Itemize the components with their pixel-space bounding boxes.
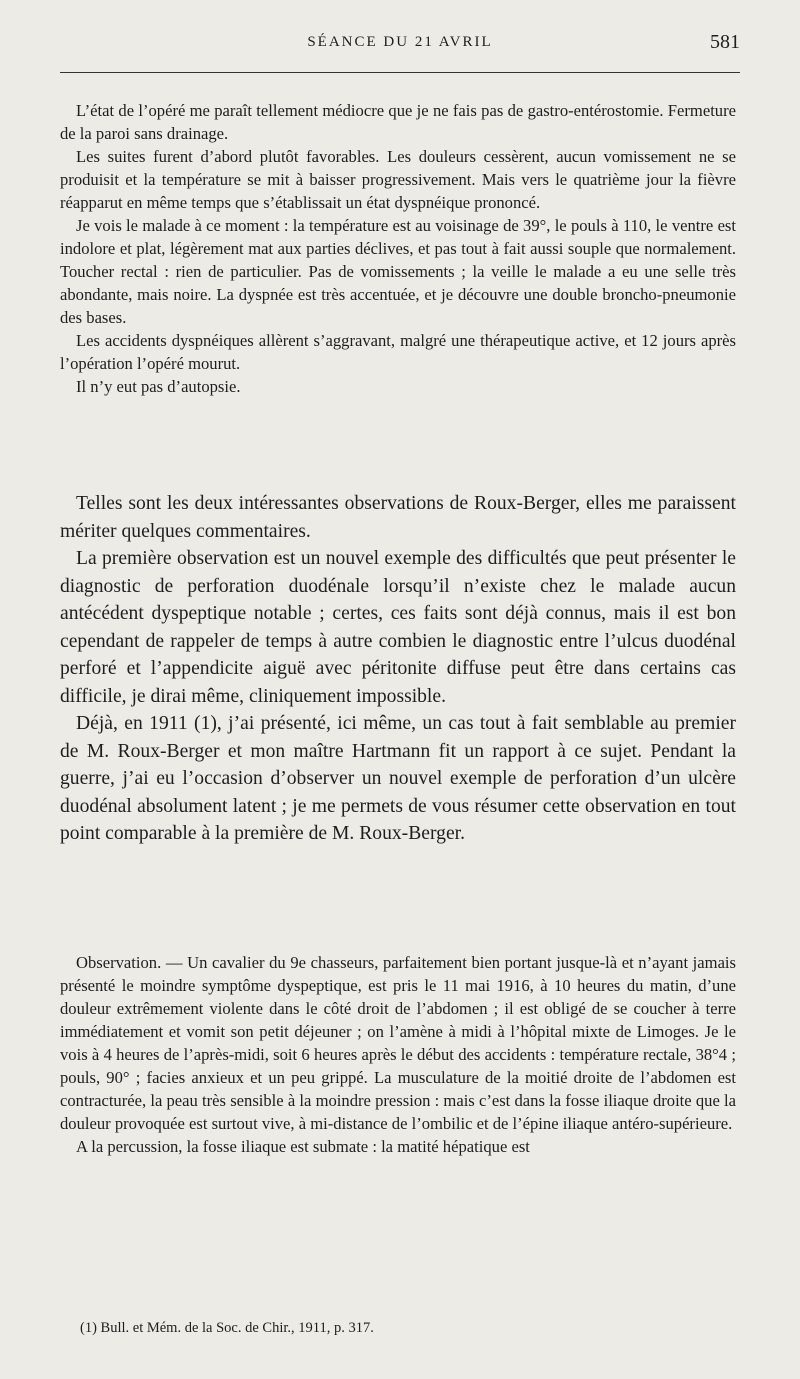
paragraph: Les suites furent d’abord plutôt favorables. Les douleurs cessèrent, aucun vomissement ne se produisit et la température se mit à baisser progressivement. Mais vers le quatrième jour la fièvre réapparut en même temps que s’établissait un état dyspnéique prononcé. xyxy=(60,147,736,212)
paragraph: L’état de l’opéré me paraît tellement médiocre que je ne fais pas de gastro-entérostomie. Fermeture de la paroi sans drainage. xyxy=(60,101,736,143)
footnote: (1) Bull. et Mém. de la Soc. de Chir., 1911, p. 317. xyxy=(80,1320,374,1336)
case-report-continuation xyxy=(60,99,736,398)
paragraph: Les accidents dyspnéiques allèrent s’aggravant, malgré une thérapeutique active, et 12 jours après l’opération l’opéré mourut. xyxy=(60,331,736,373)
paragraph: Je vois le malade à ce moment : la température est au voisinage de 39°, le pouls à 110, le ventre est indolore et plat, légèrement mat aux parties déclives, et pas tout à fait aussi souple que normalement. Toucher rectal : rien de particulier. Pas de vomissements ; la veille le malade a eu une selle très abondante, mais noire. La dyspnée est très accentuée, et je découvre une double broncho-pneumonie des bases. xyxy=(60,216,736,327)
page-number: 581 xyxy=(710,31,740,53)
observation xyxy=(60,951,736,1158)
paragraph: Déjà, en 1911 (1), j’ai présenté, ici même, un cas tout à fait semblable au premier de M. Roux-Berger et mon maître Hartmann fit un rapport à ce sujet. Pendant la guerre, j’ai eu l’occasion d’observer un nouvel exemple de perforation d’un ulcère duodénal absolument latent ; je me permets de vous résumer cette observation en tout point comparable à la première de M. Roux-Berger. xyxy=(60,713,736,844)
page-header xyxy=(60,31,740,60)
paragraph: Il n’y eut pas d’autopsie. xyxy=(76,377,241,396)
paragraph: La première observation est un nouvel exemple des difficultés que peut présenter le diagnostic de perforation duodénale lorsqu’il n’existe chez le malade aucun antécédent dyspeptique notable ; certes, ces faits sont déjà connus, mais il est bon cependant de rappeler de temps à autre combien le diagnostic entre l’ulcus duodénal perforé et l’appendicite aiguë avec péritonite diffuse peut être dans certains cas difficile, je dirai même, cliniquement impossible. xyxy=(60,548,736,707)
commentary xyxy=(60,490,736,848)
paragraph: Observation. — Un cavalier du 9e chasseurs, parfaitement bien portant jusque-là et n’ayant jamais présenté le moindre symptôme dyspeptique, est pris le 11 mai 1916, à 10 heures du matin, d’une douleur extrêmement violente dans le côté droit de l’abdomen ; il est obligé de se coucher à terre immédiatement et vomit son petit déjeuner ; on l’amène à midi à l’hôpital mixte de Limoges. Je le vois à 4 heures de l’après-midi, soit 6 heures après le début des accidents : température rectale, 38°4 ; pouls, 90° ; facies anxieux et un peu grippé. La musculature de la moitié droite de l’abdomen est contracturée, la peau très sensible à la moindre pression : mais c’est dans la fosse iliaque droite que la douleur provoquée est surtout vive, à mi-distance de l’ombilic et de l’épine iliaque antéro-supérieure. xyxy=(60,953,736,1133)
header-rule xyxy=(60,72,740,73)
running-head: SÉANCE DU 21 AVRIL xyxy=(307,34,493,50)
paragraph: Telles sont les deux intéressantes observations de Roux-Berger, elles me paraissent mériter quelques commentaires. xyxy=(60,493,736,542)
paragraph: A la percussion, la fosse iliaque est submate : la matité hépatique est xyxy=(76,1137,530,1156)
